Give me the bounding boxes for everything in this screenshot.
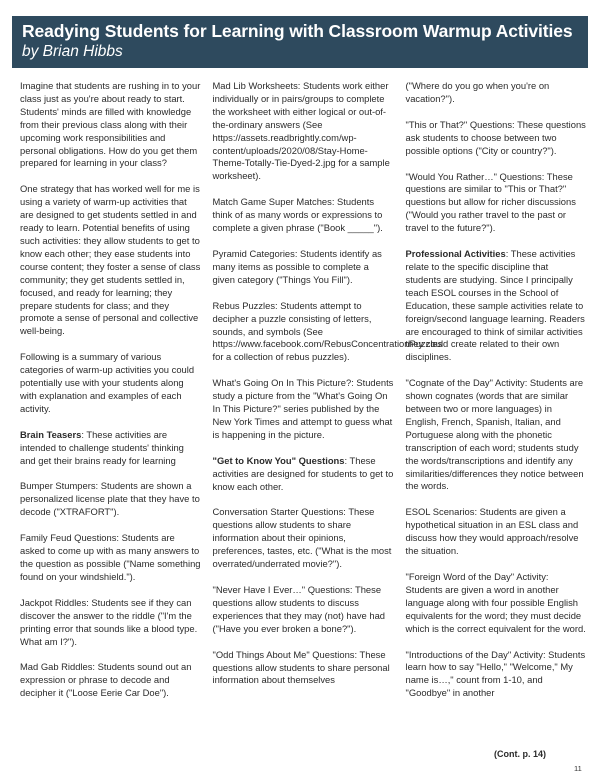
paragraph: [406, 248, 587, 364]
paragraph-text: ESOL Scenarios: Students are given a hypothetical situation in an ESL class and discuss how they would approach/resolve the situation.: [405, 506, 579, 557]
paragraph: [213, 80, 394, 183]
paragraph-text: "Foreign Word of the Day" Activity: Students are given a word in another language along with four possible English equivalents for the word; they must decide which is the correct equivalent for the word.: [405, 571, 586, 634]
paragraph-text: Conversation Starter Questions: These questions allow students to share information about their opinions, preferences, tastes, etc. ("What is the most overrated/underrated movie?").: [212, 506, 392, 570]
section-heading: Brain Teasers: [20, 428, 82, 440]
paragraph-text: Rebus Puzzles: Students attempt to decipher a puzzle consisting of letters, sounds, and symbols (See https://www.facebook.com/RebusConcentrationPuzzles for a collection of rebus puzzles).: [212, 299, 443, 363]
paragraph-text: Mad Lib Worksheets: Students work either individually or in pairs/groups to complete the worksheet with either logical or out-of-the-ordinary answers (See https://assets.readbrightly.com/wp-content/uploads/2020/08/Stay-Home-Theme-Totally-Tie-Dyed-2.jpg for a sample worksheet).: [212, 80, 390, 182]
paragraph-text: Jackpot Riddles: Students see if they can discover the answer to the riddle ("I'm the printing error that sounds like a blood type. What am I?").: [20, 596, 198, 647]
paragraph: [213, 248, 394, 287]
column-1: [20, 80, 201, 750]
paragraph-text: Bumper Stumpers: Students are shown a personalized license plate that they have to decode ("XTRAFORT").: [20, 480, 200, 518]
article-byline: by Brian Hibbs: [22, 43, 123, 60]
paragraph: [213, 455, 394, 494]
article-title: Readying Students for Learning with Classroom Warmup Activities: [22, 21, 573, 41]
paragraph: [20, 532, 201, 584]
paragraph: [406, 571, 587, 636]
paragraph-text: "This or That?" Questions: These questions ask students to choose between two possible options ("City or country?").: [405, 118, 586, 156]
paragraph: [213, 584, 394, 636]
paragraph-text: : These activities are designed for students to get to know each other.: [212, 454, 394, 492]
paragraph: [20, 661, 201, 700]
paragraph: [213, 196, 394, 235]
article-banner: [12, 16, 588, 68]
paragraph-text: Following is a summary of various categories of warm-up activities you could potentially use with your students along with explanation and examples of each activity.: [20, 351, 195, 414]
paragraph: [20, 183, 201, 338]
paragraph: [406, 80, 587, 106]
paragraph-text: Imagine that students are rushing in to your class just as you're about ready to start. Students' minds are filled with knowledge from their previous class along with their upcoming work responsibilities and personal obligations. How do you get them prepared for learning in your class?: [20, 80, 201, 169]
paragraph-text: What's Going On In This Picture?: Students study a picture from the "What's Going On In This Picture?" series published by the New York Times and attempt to guess what is happening in the picture.: [212, 377, 394, 440]
paragraph-text: : These activities relate to the specific discipline that students are studying. Since I principally teach ESOL courses in the School of Education, these sample activities relate to foreign/second language learning. Readers are encouraged to think of similar activities they could create related to their own disciplines.: [405, 248, 585, 363]
paragraph: [212, 299, 443, 365]
paragraph-text: Mad Gab Riddles: Students sound out an expression or phrase to decode and decipher it ("Loose Eerie Car Doe").: [20, 661, 192, 699]
paragraph-text: Match Game Super Matches: Students think of as many words or expressions to complete a given phrase ("Book _____").: [212, 196, 383, 234]
paragraph: [20, 480, 201, 519]
paragraph: [213, 377, 394, 442]
paragraph-text: Pyramid Categories: Students identify as many items as possible to complete a given category ("Things You Fill").: [212, 247, 382, 285]
paragraph-text: One strategy that has worked well for me is using a variety of warm-up activities that are designed to get students settled in and ready to learn. Potential benefits of using such activities: they allow students to get to know each other; they ease students into course content; they foster a sense of class community; they get students settled in, focused, and ready for learning; they prepare students for class; and they promote a sense of personal and collective well-being.: [20, 183, 201, 337]
paragraph: [406, 171, 587, 236]
paragraph-text: "Would You Rather…" Questions: These questions are similar to "This or That?" questions but allow for richer discussions ("Would you rather travel to the past or travel to the future?").: [405, 170, 576, 234]
article-body: [20, 80, 586, 750]
column-3: [406, 80, 587, 750]
section-heading: Professional Activities: [405, 248, 506, 260]
paragraph: [406, 649, 587, 701]
paragraph-text: "Introductions of the Day" Activity: Students learn how to say "Hello," "Welcome," My name is…," count from 1-10, and "Goodbye" in another: [405, 648, 586, 699]
paragraph-text: "Never Have I Ever…" Questions: These questions allow students to discuss experiences that they may (not) have had ("Have you ever broken a bone?").: [212, 584, 385, 634]
paragraph: [213, 649, 394, 688]
paragraph-text: ("Where do you go when you're on vacation?").: [405, 80, 550, 104]
paragraph: [406, 119, 587, 158]
paragraph-text: : These activities are intended to challenge students' thinking and get their brains ready for learning: [20, 428, 184, 466]
paragraph-text: "Odd Things About Me" Questions: These questions allow students to share personal information about themselves: [212, 648, 390, 686]
page-number: 11: [574, 764, 582, 773]
paragraph-text: Family Feud Questions: Students are asked to come up with as many answers to the question as possible ("Name something found on your windshield.").: [20, 532, 201, 582]
paragraph: [213, 506, 394, 571]
paragraph: [20, 351, 201, 416]
paragraph: [406, 377, 587, 493]
column-2: [212, 80, 443, 750]
continued-note: (Cont. p. 14): [494, 749, 546, 759]
paragraph: [406, 506, 587, 558]
paragraph: [20, 80, 201, 170]
paragraph: [20, 597, 201, 649]
paragraph: [20, 429, 201, 468]
paragraph-text: "Cognate of the Day" Activity: Students are shown cognates (words that are similar between two or more languages) in English, French, Spanish, Italian, and Portuguese along with the phonetic transcription of each word; students study the words/transcriptions and identify any similarities/differences they notice between the words.: [405, 377, 584, 492]
section-heading: "Get to Know You" Questions: [212, 454, 345, 466]
